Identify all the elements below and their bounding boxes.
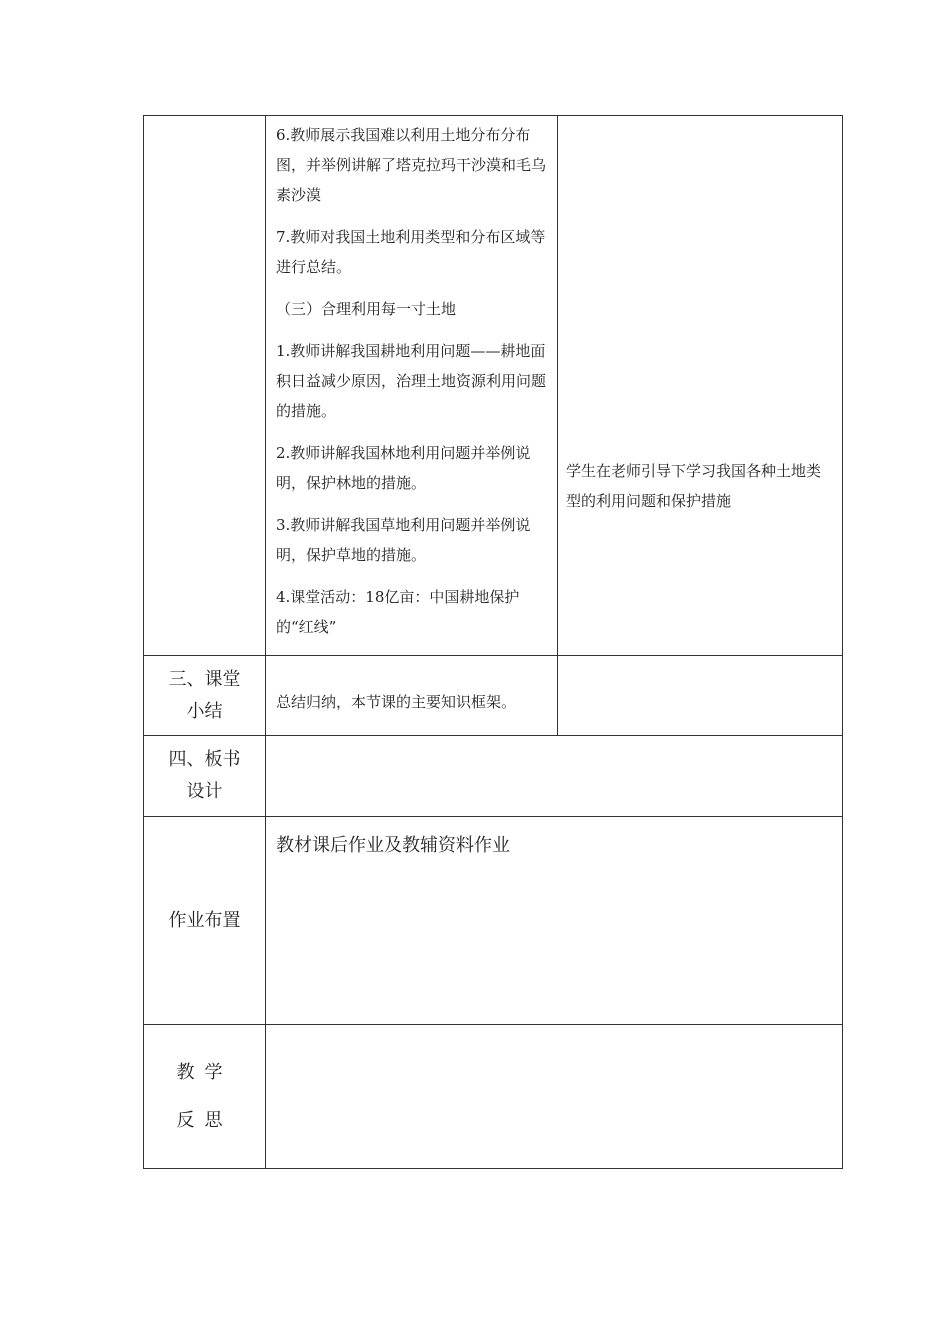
student-activity-text: 学生在老师引导下学习我国各种土地类型的利用问题和保护措施 [566, 462, 822, 510]
teaching-process-row [144, 116, 843, 656]
step-activity: 4.课堂活动：18亿亩：中国耕地保护的“红线” [276, 588, 520, 636]
summary-row [144, 656, 843, 736]
student-activity-cell [558, 116, 843, 656]
homework-row [144, 817, 843, 1025]
summary-student-cell [558, 656, 843, 736]
step-forest: 2.教师讲解我国林地利用问题并举例说明，保护林地的措施。 [276, 444, 531, 492]
reflection-label-line1: 教学 [176, 1061, 233, 1083]
summary-content-cell [266, 656, 558, 736]
reflection-content-cell [266, 1025, 843, 1169]
teacher-activity-cell [266, 116, 558, 656]
reflection-label-line2: 反思 [176, 1109, 233, 1131]
section-heading: （三）合理利用每一寸土地 [276, 300, 457, 318]
homework-content: 教材课后作业及教辅资料作业 [276, 835, 510, 856]
step-6: 6.教师展示我国难以利用土地分布分布图，并举例讲解了塔克拉玛干沙漠和毛乌素沙漠 [276, 126, 547, 204]
step-7: 7.教师对我国土地利用类型和分布区域等进行总结。 [276, 228, 546, 276]
step-farmland: 1.教师讲解我国耕地利用问题——耕地面积日益减少原因，治理土地资源利用问题的措施。 [276, 342, 547, 420]
row-label-cell [144, 116, 266, 656]
summary-label-cell [144, 656, 266, 736]
reflection-label-cell [144, 1025, 266, 1169]
homework-content-cell [266, 817, 843, 1025]
board-label: 四、板书设计 [168, 749, 241, 802]
board-content-cell [266, 736, 843, 817]
lesson-plan-table [143, 115, 843, 1169]
reflection-row [144, 1025, 843, 1169]
homework-label: 作业布置 [168, 909, 241, 931]
board-design-row [144, 736, 843, 817]
board-label-cell [144, 736, 266, 817]
homework-label-cell [144, 817, 266, 1025]
summary-content: 总结归纳，本节课的主要知识框架。 [276, 692, 517, 711]
step-grassland: 3.教师讲解我国草地利用问题并举例说明，保护草地的措施。 [276, 516, 531, 564]
summary-label: 三、课堂小结 [168, 668, 241, 722]
